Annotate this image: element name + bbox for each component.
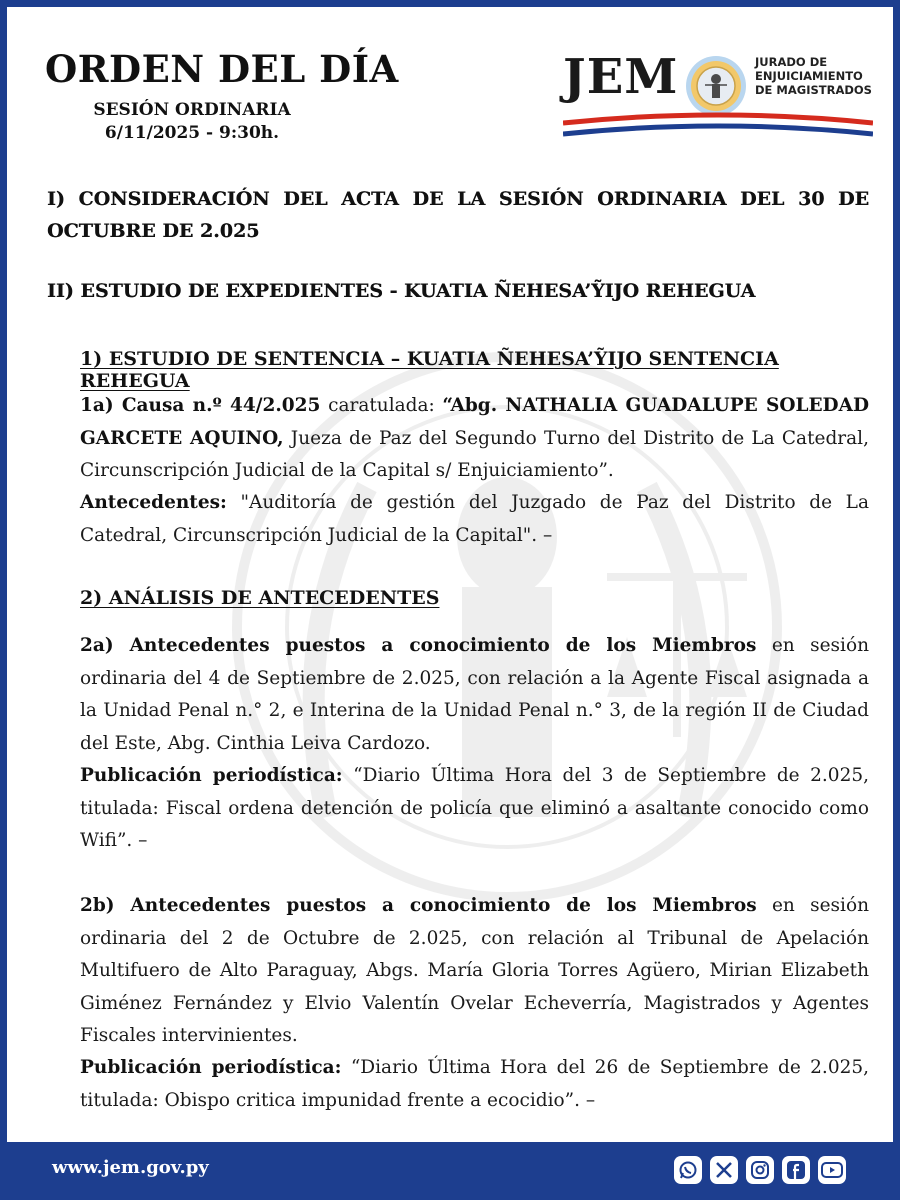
logo-name-line1: JURADO DE: [755, 55, 828, 69]
flag-stripes: [563, 109, 873, 139]
item-2a-label: 2a) Antecedentes puestos a conocimiento de los Miembros: [80, 635, 757, 656]
item-2a-text: en sesión ordinaria del 4 de Septiembre de 2.025, con relación a la Agente Fiscal asignada a la Unidad Penal n.° 2, e Interina de la Unidad Penal n.° 3, de la región II de Ciudad del Este, Abg. Cinthia Leiva Cardozo.: [80, 635, 869, 754]
instagram-icon[interactable]: [746, 1156, 774, 1184]
item-2a-paragraph: [80, 630, 869, 760]
page-title: ORDEN DEL DÍA: [45, 47, 399, 91]
item-2b-pub-text: “Diario Última Hora del 26 de Septiembre de 2.025, titulada: Obispo critica impunidad frente a ecocidio”. –: [80, 1057, 870, 1111]
item-2-heading: 2) ANÁLISIS DE ANTECEDENTES: [80, 587, 440, 609]
x-icon[interactable]: [710, 1156, 738, 1184]
logo-name-line2: ENJUICIAMIENTO: [755, 69, 863, 83]
logo-name-line3: DE MAGISTRADOS: [755, 83, 872, 97]
item-2b-pub-label: Publicación periodística:: [80, 1057, 342, 1078]
section-1-heading: I) CONSIDERACIÓN DEL ACTA DE LA SESIÓN ORDINARIA DEL 30 DE OCTUBRE DE 2.025: [47, 188, 869, 242]
item-1a-text2: Jueza de Paz del Segundo Turno del Distrito de La Catedral, Circunscripción Judicial de la Capital s/ Enjuiciamiento”.: [80, 427, 869, 481]
website-link[interactable]: www.jem.gov.py: [52, 1157, 209, 1178]
jem-logo: [563, 49, 873, 139]
whatsapp-icon[interactable]: [674, 1156, 702, 1184]
item-2b-label: 2b) Antecedentes puestos a conocimiento de los Miembros: [80, 895, 757, 916]
logo-text: JEM: [563, 49, 679, 105]
antecedentes-label: Antecedentes:: [80, 492, 227, 513]
item-1-antecedentes: [80, 487, 869, 552]
social-icons: [674, 1156, 846, 1184]
facebook-icon[interactable]: [782, 1156, 810, 1184]
item-1a-label: 1a) Causa n.º 44/2.025: [80, 395, 321, 416]
item-2b-publicacion: [80, 1052, 869, 1117]
item-1-heading: 1) ESTUDIO DE SENTENCIA – KUATIA ÑEHESA’ỸIJO SENTENCIA REHEGUA: [80, 348, 779, 392]
session-datetime: 6/11/2025 - 9:30h.: [104, 123, 280, 143]
antecedentes-text: "Auditoría de gestión del Juzgado de Paz del Distrito de La Catedral, Circunscripción Judicial de la Capital". –: [80, 492, 869, 546]
footer-bar: [0, 1142, 900, 1200]
logo-institution-name: [755, 55, 872, 97]
item-2a-pub-text: “Diario Última Hora del 3 de Septiembre de 2.025, titulada: Fiscal ordena detención de policía que eliminó a asaltante conocido como Wifi”. –: [80, 765, 869, 851]
item-2b-text: en sesión ordinaria del 2 de Octubre de 2.025, con relación al Tribunal de Apelación Multifuero de Alto Paraguay, Abgs. María Gloria Torres Agüero, Mirian Elizabeth Giménez Fernández y Elvio Valentín Ovelar Echeverría, Magistrados y Agentes Fiscales intervinientes.: [80, 895, 870, 1046]
youtube-icon[interactable]: [818, 1156, 846, 1184]
session-type: SESIÓN ORDINARIA: [93, 100, 291, 120]
item-1a-paragraph: [80, 390, 869, 488]
section-2-heading: II) ESTUDIO DE EXPEDIENTES - KUATIA ÑEHESA’ỸIJO REHEGUA: [47, 280, 756, 302]
item-2a-publicacion: [80, 760, 869, 858]
session-info: [47, 99, 337, 145]
seal-icon: [685, 55, 747, 117]
item-2b-paragraph: [80, 890, 869, 1053]
item-1a-bold: “Abg. NATHALIA GUADALUPE SOLEDAD GARCETE AQUINO,: [80, 395, 869, 449]
item-1a-text1: caratulada:: [320, 395, 443, 416]
item-2a-pub-label: Publicación periodística:: [80, 765, 343, 786]
